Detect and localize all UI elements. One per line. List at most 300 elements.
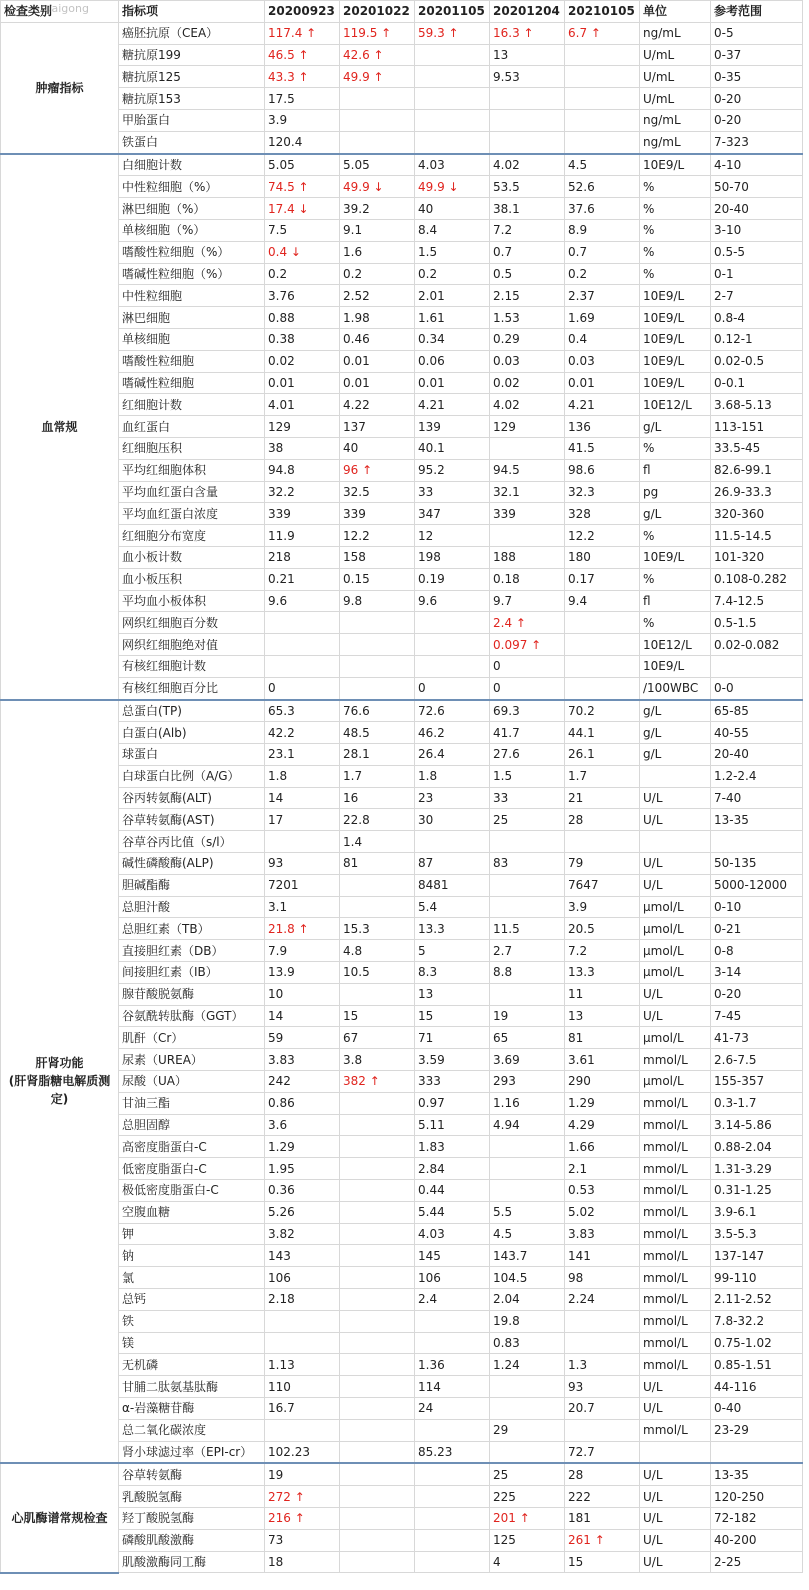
header-unit: 单位	[640, 1, 711, 23]
item-name: 球蛋白	[119, 744, 265, 766]
result-value	[565, 88, 640, 110]
result-value: 158	[340, 546, 415, 568]
result-value	[415, 1419, 490, 1441]
table-row	[1, 88, 803, 110]
reference-range: 3.9-6.1	[711, 1201, 803, 1223]
result-value: 0.01	[340, 372, 415, 394]
result-value: 2.18	[265, 1289, 340, 1311]
unit: 10E9/L	[640, 350, 711, 372]
result-value: 40	[340, 437, 415, 459]
unit: 10E12/L	[640, 634, 711, 656]
table-row	[1, 1463, 803, 1485]
result-value: 1.29	[265, 1136, 340, 1158]
table-row	[1, 677, 803, 699]
item-name: 中性粒细胞	[119, 285, 265, 307]
item-name: 铁	[119, 1310, 265, 1332]
reference-range: 7-40	[711, 787, 803, 809]
header-date-5: 20210105	[565, 1, 640, 23]
unit: U/L	[640, 874, 711, 896]
result-value: 4.03	[415, 1223, 490, 1245]
result-value	[340, 1223, 415, 1245]
result-value: 225	[490, 1486, 565, 1508]
result-value	[565, 44, 640, 66]
table-row	[1, 263, 803, 285]
table-row	[1, 1049, 803, 1071]
result-value: 1.13	[265, 1354, 340, 1376]
unit: %	[640, 437, 711, 459]
result-value: 8481	[415, 874, 490, 896]
item-name: 无机磷	[119, 1354, 265, 1376]
table-row	[1, 481, 803, 503]
unit: %	[640, 568, 711, 590]
reference-range: 0-8	[711, 940, 803, 962]
result-value: 0.17	[565, 568, 640, 590]
item-name: 胆碱酯酶	[119, 874, 265, 896]
result-value: 4.21	[415, 394, 490, 416]
unit: mmol/L	[640, 1223, 711, 1245]
result-value: 0.4 ↓	[265, 241, 340, 263]
result-value: 0.5	[490, 263, 565, 285]
result-value: 0.44	[415, 1180, 490, 1202]
table-row	[1, 918, 803, 940]
reference-range: 3.14-5.86	[711, 1114, 803, 1136]
result-value: 96 ↑	[340, 459, 415, 481]
result-value	[340, 1354, 415, 1376]
result-value: 181	[565, 1507, 640, 1529]
table-row	[1, 394, 803, 416]
table-row	[1, 655, 803, 677]
reference-range: 137-147	[711, 1245, 803, 1267]
item-name: 总钙	[119, 1289, 265, 1311]
result-value	[340, 1507, 415, 1529]
result-value: 5.4	[415, 896, 490, 918]
unit: U/L	[640, 1486, 711, 1508]
result-value: 339	[340, 503, 415, 525]
unit	[640, 831, 711, 853]
result-value	[490, 1398, 565, 1420]
result-value: 13.9	[265, 962, 340, 984]
unit: g/L	[640, 744, 711, 766]
result-value	[340, 677, 415, 699]
result-value: 52.6	[565, 176, 640, 198]
result-value: 1.4	[340, 831, 415, 853]
item-name: 钠	[119, 1245, 265, 1267]
table-row	[1, 350, 803, 372]
reference-range: 155-357	[711, 1071, 803, 1093]
reference-range: 3.68-5.13	[711, 394, 803, 416]
table-row	[1, 1419, 803, 1441]
table-row	[1, 1027, 803, 1049]
result-value: 32.5	[340, 481, 415, 503]
unit: U/L	[640, 1463, 711, 1485]
result-value	[565, 634, 640, 656]
result-value: 26.4	[415, 744, 490, 766]
result-value: 4	[490, 1551, 565, 1573]
result-value: 73	[265, 1529, 340, 1551]
result-value	[340, 634, 415, 656]
reference-range: 0.8-4	[711, 307, 803, 329]
item-name: 钾	[119, 1223, 265, 1245]
reference-range: 0.85-1.51	[711, 1354, 803, 1376]
result-value: 10	[265, 983, 340, 1005]
item-name: 淋巴细胞	[119, 307, 265, 329]
result-value: 3.6	[265, 1114, 340, 1136]
result-value: 13.3	[565, 962, 640, 984]
result-value: 93	[565, 1376, 640, 1398]
result-value: 0.01	[565, 372, 640, 394]
result-value: 3.9	[265, 109, 340, 131]
result-value: 1.98	[340, 307, 415, 329]
result-value: 44.1	[565, 722, 640, 744]
result-value: 3.59	[415, 1049, 490, 1071]
result-value	[340, 1332, 415, 1354]
item-name: 糖抗原199	[119, 44, 265, 66]
result-value: 19	[265, 1463, 340, 1485]
result-value: 0.01	[415, 372, 490, 394]
table-row	[1, 109, 803, 131]
result-value: 12	[415, 525, 490, 547]
result-value: 39.2	[340, 198, 415, 220]
result-value	[415, 1310, 490, 1332]
result-value	[340, 655, 415, 677]
result-value: 0.02	[490, 372, 565, 394]
result-value: 2.24	[565, 1289, 640, 1311]
result-value: 5	[415, 940, 490, 962]
result-value: 32.3	[565, 481, 640, 503]
item-name: 嗜酸性粒细胞（%）	[119, 241, 265, 263]
unit: 10E9/L	[640, 546, 711, 568]
item-name: 淋巴细胞（%）	[119, 198, 265, 220]
unit: %	[640, 241, 711, 263]
result-value: 8.4	[415, 219, 490, 241]
result-value: 11	[565, 983, 640, 1005]
result-value: 4.02	[490, 394, 565, 416]
reference-range: 0-20	[711, 88, 803, 110]
result-value	[265, 831, 340, 853]
result-value: 2.15	[490, 285, 565, 307]
item-name: 网织红细胞百分数	[119, 612, 265, 634]
table-row	[1, 22, 803, 44]
item-name: 单核细胞	[119, 328, 265, 350]
result-value	[265, 1419, 340, 1441]
result-value	[565, 1310, 640, 1332]
table-row	[1, 66, 803, 88]
result-value: 40.1	[415, 437, 490, 459]
result-value	[490, 1136, 565, 1158]
reference-range: 0-40	[711, 1398, 803, 1420]
result-value: 222	[565, 1486, 640, 1508]
reference-range: 7.8-32.2	[711, 1310, 803, 1332]
table-row	[1, 590, 803, 612]
table-row	[1, 372, 803, 394]
reference-range: 0-5	[711, 22, 803, 44]
category-label: 肝肾功能 (肝肾脂糖电解质测定)	[1, 700, 119, 1464]
result-value: 28	[565, 809, 640, 831]
table-row	[1, 700, 803, 722]
category-label: 血常规	[1, 154, 119, 700]
result-value: 136	[565, 416, 640, 438]
result-value: 5.11	[415, 1114, 490, 1136]
table-row	[1, 1158, 803, 1180]
reference-range: 1.31-3.29	[711, 1158, 803, 1180]
result-value: 94.8	[265, 459, 340, 481]
result-value: 33	[490, 787, 565, 809]
result-value: 1.16	[490, 1092, 565, 1114]
result-value	[490, 831, 565, 853]
result-value: 72.7	[565, 1441, 640, 1463]
result-value	[265, 1310, 340, 1332]
reference-range: 7-45	[711, 1005, 803, 1027]
result-value	[415, 131, 490, 153]
result-value: 0.53	[565, 1180, 640, 1202]
result-value: 69.3	[490, 700, 565, 722]
table-row	[1, 787, 803, 809]
result-value: 0.7	[565, 241, 640, 263]
reference-range: 33.5-45	[711, 437, 803, 459]
result-value: 2.7	[490, 940, 565, 962]
reference-range: 0.3-1.7	[711, 1092, 803, 1114]
result-value: 0.2	[565, 263, 640, 285]
header-item: 指标项	[119, 1, 265, 23]
reference-range: 120-250	[711, 1486, 803, 1508]
result-value: 98	[565, 1267, 640, 1289]
result-value: 2.01	[415, 285, 490, 307]
result-value: 143.7	[490, 1245, 565, 1267]
result-value	[340, 1398, 415, 1420]
result-value: 0.01	[265, 372, 340, 394]
result-value: 42.6 ↑	[340, 44, 415, 66]
reference-range: 82.6-99.1	[711, 459, 803, 481]
result-value: 4.02	[490, 154, 565, 176]
result-value: 10.5	[340, 962, 415, 984]
result-value: 129	[490, 416, 565, 438]
result-value: 43.3 ↑	[265, 66, 340, 88]
result-value: 0.15	[340, 568, 415, 590]
table-row	[1, 874, 803, 896]
result-value: 32.2	[265, 481, 340, 503]
result-value: 12.2	[565, 525, 640, 547]
result-value: 0.19	[415, 568, 490, 590]
item-name: 总胆红素（TB）	[119, 918, 265, 940]
result-value	[340, 1114, 415, 1136]
item-name: 嗜碱性粒细胞（%）	[119, 263, 265, 285]
result-value: 7647	[565, 874, 640, 896]
table-row	[1, 154, 803, 176]
result-value: 8.9	[565, 219, 640, 241]
result-value: 20.7	[565, 1398, 640, 1420]
item-name: 血红蛋白	[119, 416, 265, 438]
table-row	[1, 940, 803, 962]
item-name: 尿素（UREA）	[119, 1049, 265, 1071]
result-value: 59.3 ↑	[415, 22, 490, 44]
unit: 10E9/L	[640, 285, 711, 307]
unit: U/L	[640, 983, 711, 1005]
unit: g/L	[640, 416, 711, 438]
reference-range: 2-7	[711, 285, 803, 307]
result-value	[340, 1310, 415, 1332]
reference-range: 7.4-12.5	[711, 590, 803, 612]
reference-range: 7-323	[711, 131, 803, 153]
unit: mmol/L	[640, 1114, 711, 1136]
result-value: 74.5 ↑	[265, 176, 340, 198]
result-value	[340, 1463, 415, 1485]
result-value: 46.2	[415, 722, 490, 744]
table-row	[1, 1486, 803, 1508]
result-value: 0.21	[265, 568, 340, 590]
result-value: 3.9	[565, 896, 640, 918]
table-row	[1, 1071, 803, 1093]
unit: U/L	[640, 1507, 711, 1529]
result-value	[565, 109, 640, 131]
unit: μmol/L	[640, 1027, 711, 1049]
result-value: 143	[265, 1245, 340, 1267]
result-value: 114	[415, 1376, 490, 1398]
unit: mmol/L	[640, 1180, 711, 1202]
unit: g/L	[640, 722, 711, 744]
reference-range: 0-20	[711, 109, 803, 131]
result-value: 106	[415, 1267, 490, 1289]
unit: U/mL	[640, 66, 711, 88]
result-value	[415, 88, 490, 110]
result-value: 0.36	[265, 1180, 340, 1202]
item-name: 谷氨酰转肽酶（GGT）	[119, 1005, 265, 1027]
unit: 10E9/L	[640, 372, 711, 394]
result-value: 83	[490, 853, 565, 875]
result-value	[565, 131, 640, 153]
unit: U/L	[640, 853, 711, 875]
table-row	[1, 416, 803, 438]
reference-range: 0.5-5	[711, 241, 803, 263]
category-label: 心肌酶谱常规检查	[1, 1463, 119, 1572]
result-value: 3.83	[265, 1049, 340, 1071]
result-value: 3.1	[265, 896, 340, 918]
table-row	[1, 1114, 803, 1136]
unit	[640, 1441, 711, 1463]
table-row	[1, 744, 803, 766]
table-row	[1, 765, 803, 787]
item-name: 糖抗原125	[119, 66, 265, 88]
result-value: 110	[265, 1376, 340, 1398]
result-value	[340, 1419, 415, 1441]
result-value: 23.1	[265, 744, 340, 766]
unit: 10E12/L	[640, 394, 711, 416]
result-value: 41.5	[565, 437, 640, 459]
result-value: 0.097 ↑	[490, 634, 565, 656]
reference-range: 0.02-0.082	[711, 634, 803, 656]
result-value: 15.3	[340, 918, 415, 940]
result-value: 1.6	[340, 241, 415, 263]
table-row	[1, 459, 803, 481]
table-row	[1, 831, 803, 853]
table-row	[1, 634, 803, 656]
result-value: 93	[265, 853, 340, 875]
result-value: 19	[490, 1005, 565, 1027]
result-value	[490, 88, 565, 110]
unit: mmol/L	[640, 1049, 711, 1071]
reference-range: 23-29	[711, 1419, 803, 1441]
result-value: 339	[490, 503, 565, 525]
unit: mmol/L	[640, 1158, 711, 1180]
result-value: 29	[490, 1419, 565, 1441]
item-name: 谷草转氨酶	[119, 1463, 265, 1485]
item-name: 碱性磷酸酶(ALP)	[119, 853, 265, 875]
result-value: 46.5 ↑	[265, 44, 340, 66]
table-row	[1, 546, 803, 568]
result-value: 0.2	[415, 263, 490, 285]
result-value	[490, 896, 565, 918]
table-row	[1, 44, 803, 66]
result-value	[415, 831, 490, 853]
result-value: 242	[265, 1071, 340, 1093]
unit: mmol/L	[640, 1092, 711, 1114]
result-value: 15	[565, 1551, 640, 1573]
table-row	[1, 1245, 803, 1267]
item-name: 红细胞压积	[119, 437, 265, 459]
reference-range: 3-14	[711, 962, 803, 984]
result-value	[415, 655, 490, 677]
result-value	[565, 831, 640, 853]
result-value	[415, 1507, 490, 1529]
result-value: 17.5	[265, 88, 340, 110]
result-value: 1.95	[265, 1158, 340, 1180]
result-value	[415, 1486, 490, 1508]
result-value: 87	[415, 853, 490, 875]
result-value	[340, 1180, 415, 1202]
table-row	[1, 1507, 803, 1529]
result-value	[340, 1136, 415, 1158]
result-value	[340, 1158, 415, 1180]
table-row	[1, 1529, 803, 1551]
unit: %	[640, 219, 711, 241]
reference-range: 0.31-1.25	[711, 1180, 803, 1202]
result-value	[340, 131, 415, 153]
result-value: 1.66	[565, 1136, 640, 1158]
result-value: 79	[565, 853, 640, 875]
result-value: 65.3	[265, 700, 340, 722]
reference-range: 0-35	[711, 66, 803, 88]
result-value	[340, 1486, 415, 1508]
result-value: 0.38	[265, 328, 340, 350]
table-row	[1, 241, 803, 263]
item-name: 单核细胞（%）	[119, 219, 265, 241]
result-value	[565, 612, 640, 634]
result-value: 216 ↑	[265, 1507, 340, 1529]
result-value	[340, 1092, 415, 1114]
item-name: 尿酸（UA）	[119, 1071, 265, 1093]
unit: U/L	[640, 1376, 711, 1398]
result-value: 23	[415, 787, 490, 809]
result-value: 3.69	[490, 1049, 565, 1071]
reference-range: 101-320	[711, 546, 803, 568]
result-value: 5.44	[415, 1201, 490, 1223]
result-value: 13	[565, 1005, 640, 1027]
result-value: 0.34	[415, 328, 490, 350]
result-value	[490, 874, 565, 896]
item-name: 平均红细胞体积	[119, 459, 265, 481]
result-value	[265, 655, 340, 677]
result-value: 8.3	[415, 962, 490, 984]
unit: μmol/L	[640, 918, 711, 940]
result-value: 6.7 ↑	[565, 22, 640, 44]
table-row	[1, 1398, 803, 1420]
result-value	[415, 612, 490, 634]
result-value: 139	[415, 416, 490, 438]
result-value	[340, 896, 415, 918]
reference-range: 3-10	[711, 219, 803, 241]
result-value	[490, 1158, 565, 1180]
result-value: 30	[415, 809, 490, 831]
item-name: 极低密度脂蛋白-C	[119, 1180, 265, 1202]
